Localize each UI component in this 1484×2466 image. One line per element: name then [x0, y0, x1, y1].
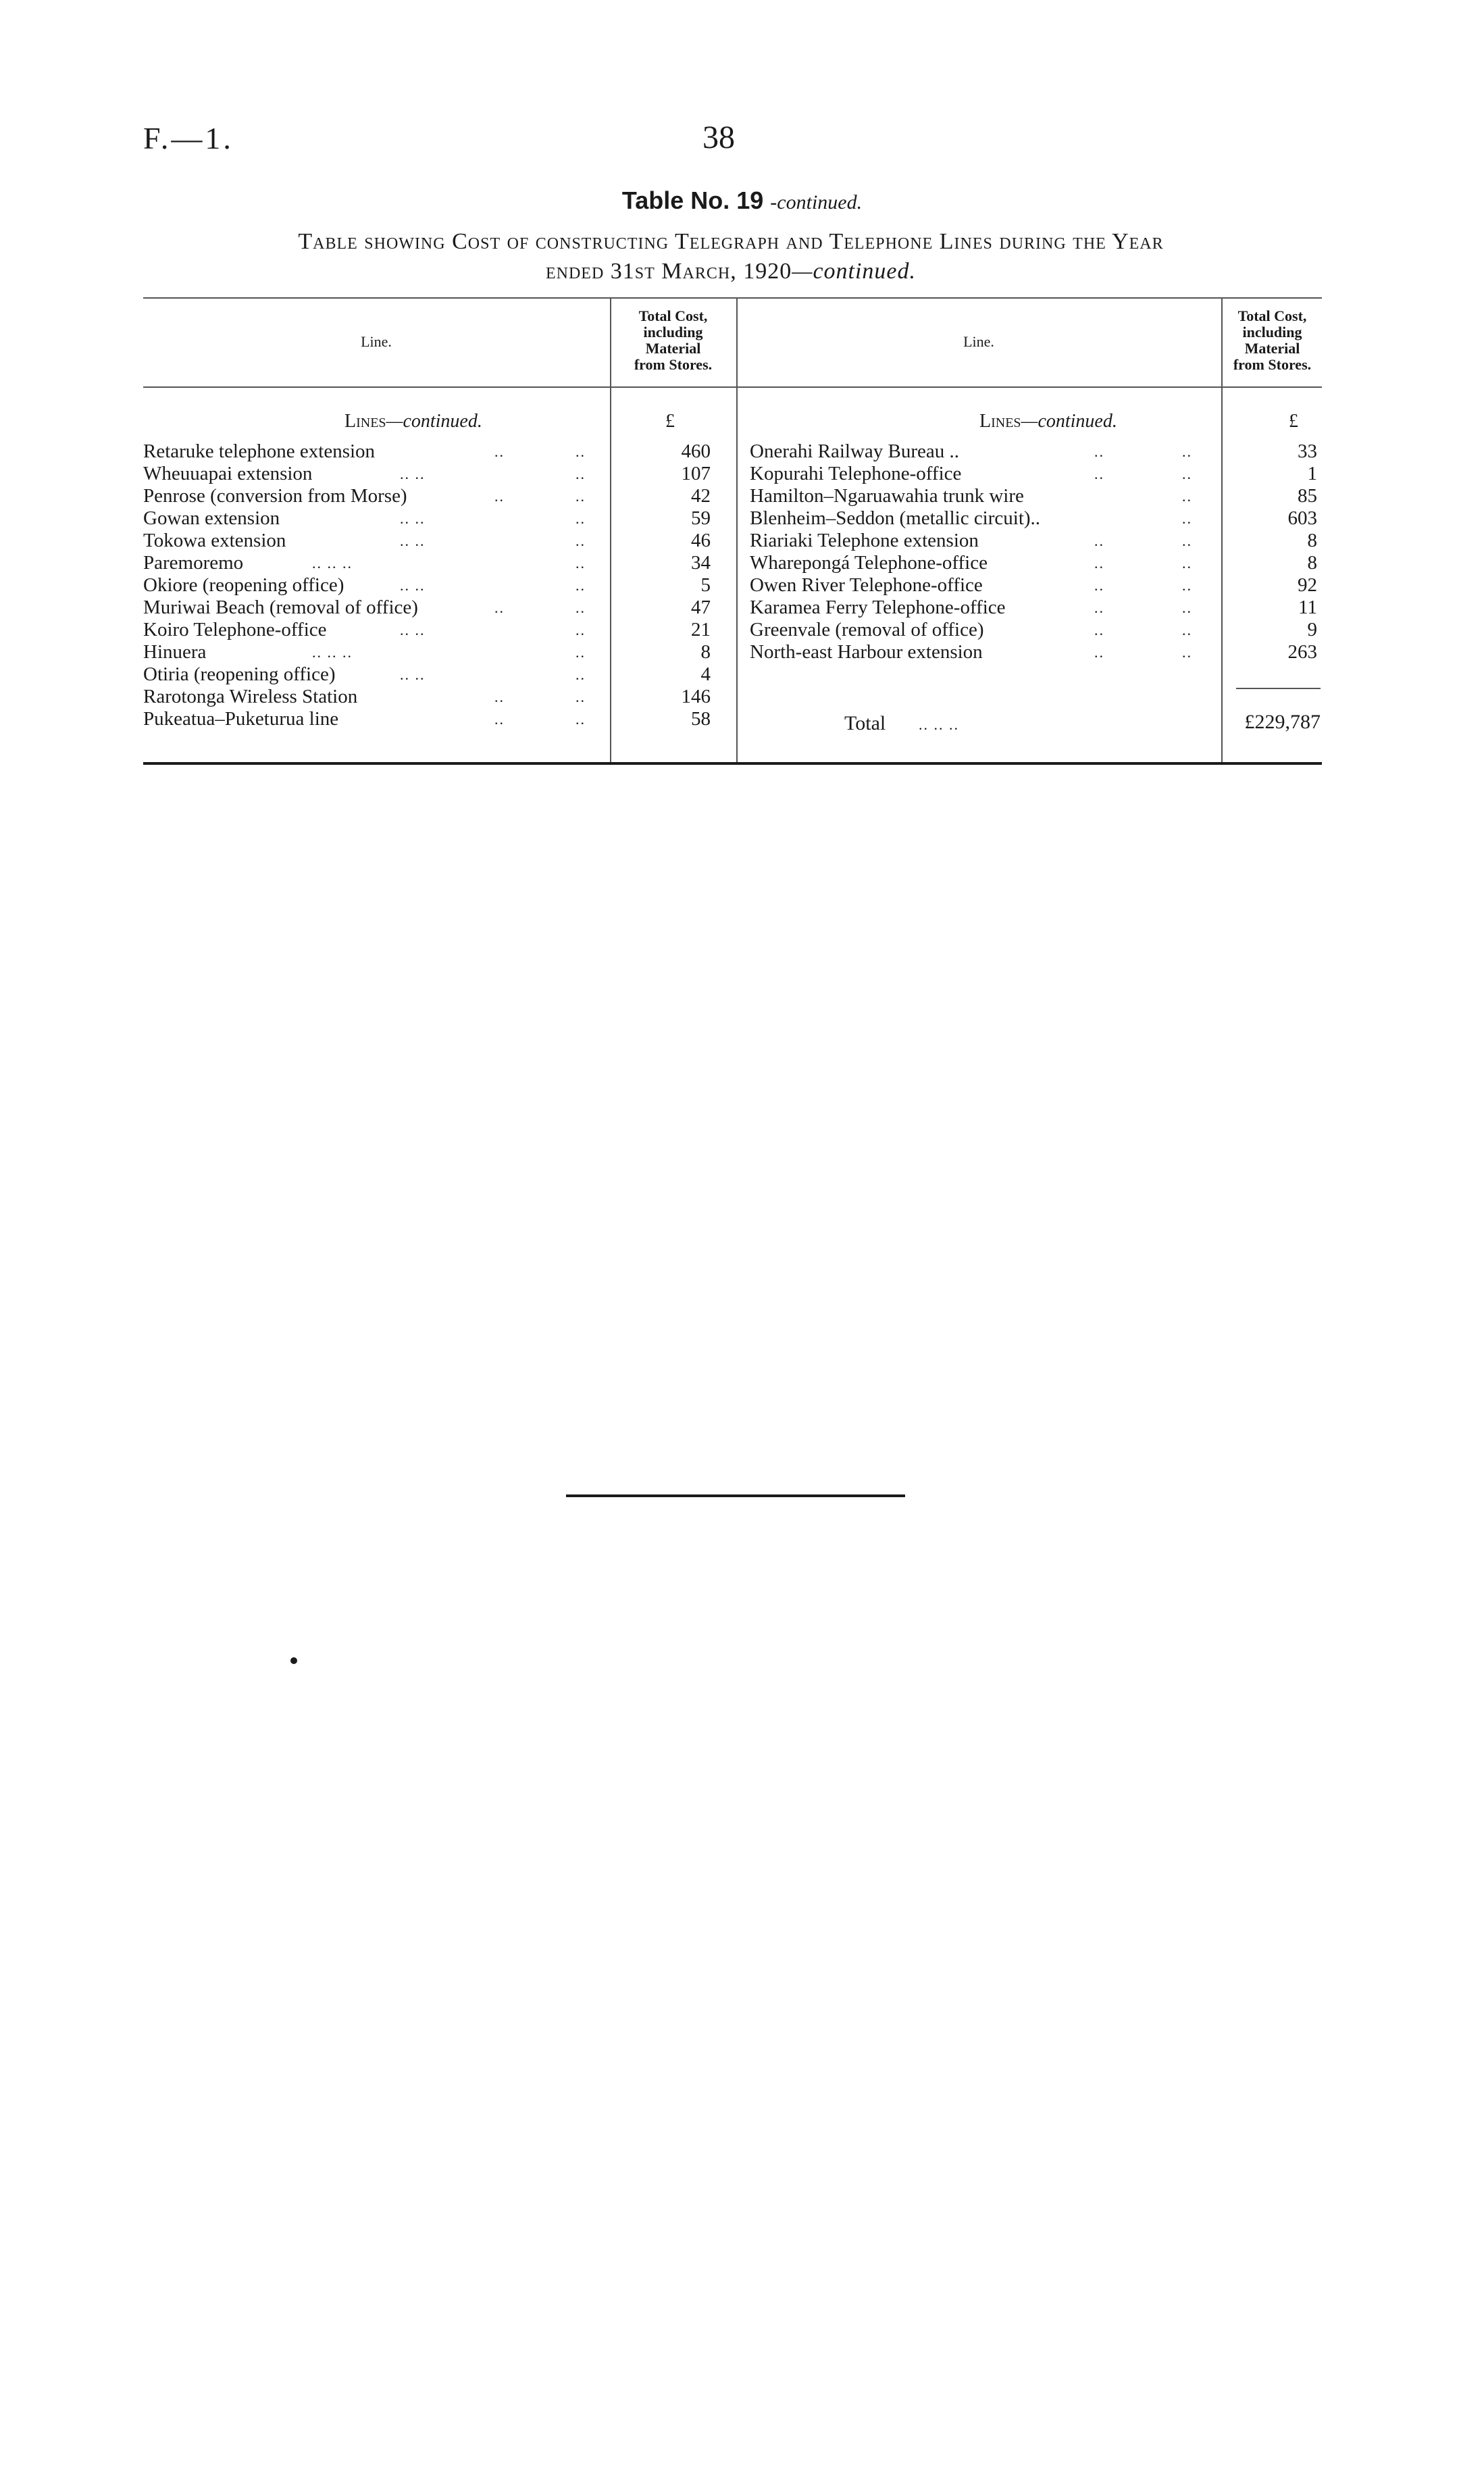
row-leader-dots: .. [575, 510, 586, 527]
row-cost: 34 [691, 552, 711, 574]
table-row [750, 507, 1324, 530]
row-leader-dots: .. [494, 711, 505, 728]
row-cost: 21 [691, 619, 711, 640]
row-cost: 42 [691, 485, 711, 507]
table-row [750, 597, 1324, 619]
row-leader-dots: .. [1182, 644, 1192, 661]
left-line-header: Line. [361, 333, 392, 350]
row-leader-dots: .. [1094, 532, 1104, 549]
row-line-name: Karamea Ferry Telephone-office [750, 597, 1006, 618]
table-row [750, 619, 1324, 641]
left-section-label [344, 411, 482, 432]
right-cost-header-line-1: Total Cost, [1237, 307, 1307, 324]
subtitle-line-2 [143, 257, 1319, 286]
left-cost-header-line-2: including [643, 324, 703, 341]
row-line-name: Blenheim–Seddon (metallic circuit).. [750, 507, 1041, 529]
left-cost-header-line-1: Total Cost, [638, 307, 708, 324]
right-currency: £ [1289, 411, 1298, 432]
table-row [143, 663, 717, 686]
right-cost-header-line-4: from Stores. [1233, 356, 1312, 373]
row-cost: 8 [700, 641, 711, 663]
row-line-name: Wharepongá Telephone-office [750, 552, 988, 574]
table-title [0, 186, 1484, 215]
right-section-continued: —continued. [1021, 411, 1117, 432]
row-leader-dots: .. [1094, 465, 1104, 482]
row-leader-dots: .. [1094, 599, 1104, 616]
table-bottom-rule [143, 762, 1322, 765]
table-row [143, 507, 717, 530]
row-leader-dots: .. .. [400, 577, 426, 594]
row-line-name: Kopurahi Telephone-office [750, 463, 962, 484]
row-leader-dots: .. [1094, 555, 1104, 572]
table-row [143, 708, 717, 730]
row-line-name: Hamilton–Ngaruawahia trunk wire [750, 485, 1024, 507]
right-rows [750, 441, 1324, 663]
row-leader-dots: .. [1094, 644, 1104, 661]
right-section-label [979, 411, 1117, 432]
row-leader-dots: .. [1182, 622, 1192, 638]
row-line-name: Muriwai Beach (removal of office) [143, 597, 418, 618]
row-leader-dots: .. [575, 532, 586, 549]
row-line-name: Greenvale (removal of office) [750, 619, 984, 640]
row-leader-dots: .. .. .. [312, 555, 353, 572]
row-leader-dots: .. .. [400, 622, 426, 638]
row-leader-dots: .. .. [400, 666, 426, 683]
row-leader-dots: .. [575, 555, 586, 572]
left-cost-header [611, 308, 735, 373]
table-row [750, 641, 1324, 663]
total-leader-dots: .. .. .. [919, 716, 959, 733]
row-leader-dots: .. [1094, 577, 1104, 594]
table-title-main: Table No. 19 [621, 186, 764, 214]
right-cost-header-line-3: Material [1244, 340, 1300, 357]
table-row [143, 597, 717, 619]
row-line-name: Onerahi Railway Bureau .. [750, 441, 960, 462]
row-leader-dots: .. .. .. [312, 644, 353, 661]
row-cost: 460 [681, 441, 711, 462]
table-row [143, 485, 717, 507]
row-leader-dots: .. [1182, 532, 1192, 549]
row-leader-dots: .. [1182, 488, 1192, 505]
table-row [143, 574, 717, 597]
row-leader-dots: .. .. [400, 465, 426, 482]
row-line-name: Koiro Telephone-office [143, 619, 327, 640]
row-leader-dots: .. [1182, 443, 1192, 460]
table-row [143, 530, 717, 552]
row-line-name: Pukeatua–Puketurua line [143, 708, 339, 730]
row-leader-dots: .. [575, 666, 586, 683]
row-leader-dots: .. [575, 443, 586, 460]
row-cost: 1 [1307, 463, 1317, 484]
row-line-name: Hinuera [143, 641, 207, 663]
row-line-name: Rarotonga Wireless Station [143, 686, 358, 707]
row-line-name: Paremoremo [143, 552, 244, 574]
row-cost: 4 [700, 663, 711, 685]
row-cost: 107 [681, 463, 711, 484]
row-leader-dots: .. [1182, 599, 1192, 616]
left-section-name: Lines [344, 411, 386, 432]
right-line-header: Line. [963, 333, 994, 350]
row-cost: 11 [1298, 597, 1317, 618]
left-right-separator [736, 297, 738, 762]
footer-rule [566, 1494, 905, 1497]
row-cost: 263 [1287, 641, 1317, 663]
row-cost: 9 [1307, 619, 1317, 640]
row-line-name: Retaruke telephone extension [143, 441, 376, 462]
section-code: F.—1. [143, 121, 234, 155]
row-cost: 92 [1298, 574, 1317, 596]
row-leader-dots: .. [494, 599, 505, 616]
row-leader-dots: .. [1094, 443, 1104, 460]
row-cost: 5 [700, 574, 711, 596]
row-line-name: Okiore (reopening office) [143, 574, 344, 596]
table-row [750, 574, 1324, 597]
table-row [143, 686, 717, 708]
total-label: Total [844, 712, 886, 734]
left-cost-header-line-4: from Stores. [634, 356, 713, 373]
row-leader-dots: .. [1182, 555, 1192, 572]
row-cost: 58 [691, 708, 711, 730]
table-row [750, 552, 1324, 574]
table-title-continued: -continued. [770, 191, 863, 213]
table-row [143, 619, 717, 641]
row-line-name: Tokowa extension [143, 530, 286, 551]
row-line-name: Owen River Telephone-office [750, 574, 983, 596]
table-subtitle [143, 227, 1319, 286]
left-cost-header-line-3: Material [645, 340, 701, 357]
row-leader-dots: .. [575, 577, 586, 594]
row-leader-dots: .. [575, 711, 586, 728]
row-leader-dots: .. [1182, 510, 1192, 527]
row-leader-dots: .. .. [400, 532, 426, 549]
row-leader-dots: .. [575, 488, 586, 505]
row-line-name: Penrose (conversion from Morse) [143, 485, 407, 507]
row-leader-dots: .. [575, 644, 586, 661]
left-section-continued: —continued. [386, 411, 482, 432]
row-leader-dots: .. [494, 688, 505, 705]
total-rule [1236, 688, 1321, 689]
row-leader-dots: .. [1182, 577, 1192, 594]
table-row [143, 463, 717, 485]
row-leader-dots: .. [1094, 622, 1104, 638]
row-leader-dots: .. [575, 599, 586, 616]
table-row [143, 641, 717, 663]
total-value: £229,787 [1244, 711, 1321, 733]
row-cost: 33 [1298, 441, 1317, 462]
row-cost: 8 [1307, 530, 1317, 551]
row-line-name: Wheuuapai extension [143, 463, 313, 484]
table-row [750, 530, 1324, 552]
row-leader-dots: .. [575, 622, 586, 638]
table-row [143, 441, 717, 463]
row-cost: 8 [1307, 552, 1317, 574]
row-leader-dots: .. [1182, 465, 1192, 482]
right-cost-header [1223, 308, 1322, 373]
row-line-name: Riariaki Telephone extension [750, 530, 979, 551]
row-leader-dots: .. [494, 443, 505, 460]
left-currency: £ [665, 411, 675, 432]
page-number: 38 [702, 120, 735, 155]
row-cost: 46 [691, 530, 711, 551]
row-leader-dots: .. [494, 488, 505, 505]
right-cost-header-line-2: including [1242, 324, 1302, 341]
subtitle-line-2-main: ended 31st March, 1920 [545, 259, 792, 284]
subtitle-line-2-continued: —continued. [792, 259, 917, 284]
left-rows [143, 441, 717, 730]
row-leader-dots: .. [575, 465, 586, 482]
table-header-rule [143, 386, 1322, 388]
row-cost: 59 [691, 507, 711, 529]
row-cost: 85 [1298, 485, 1317, 507]
right-section-name: Lines [979, 411, 1021, 432]
table-row [750, 485, 1324, 507]
table-row [750, 441, 1324, 463]
subtitle-line-1: Table showing Cost of constructing Telegraph and Telephone Lines during the Year [298, 229, 1164, 254]
row-line-name: Gowan extension [143, 507, 280, 529]
table-row [750, 463, 1324, 485]
table-row [143, 552, 717, 574]
row-leader-dots: .. .. [400, 510, 426, 527]
row-line-name: Otiria (reopening office) [143, 663, 336, 685]
row-cost: 603 [1287, 507, 1317, 529]
row-line-name: North-east Harbour extension [750, 641, 983, 663]
row-cost: 47 [691, 597, 711, 618]
row-cost: 146 [681, 686, 711, 707]
row-leader-dots: .. [575, 688, 586, 705]
table-top-rule [143, 297, 1322, 299]
stray-mark [290, 1657, 297, 1664]
